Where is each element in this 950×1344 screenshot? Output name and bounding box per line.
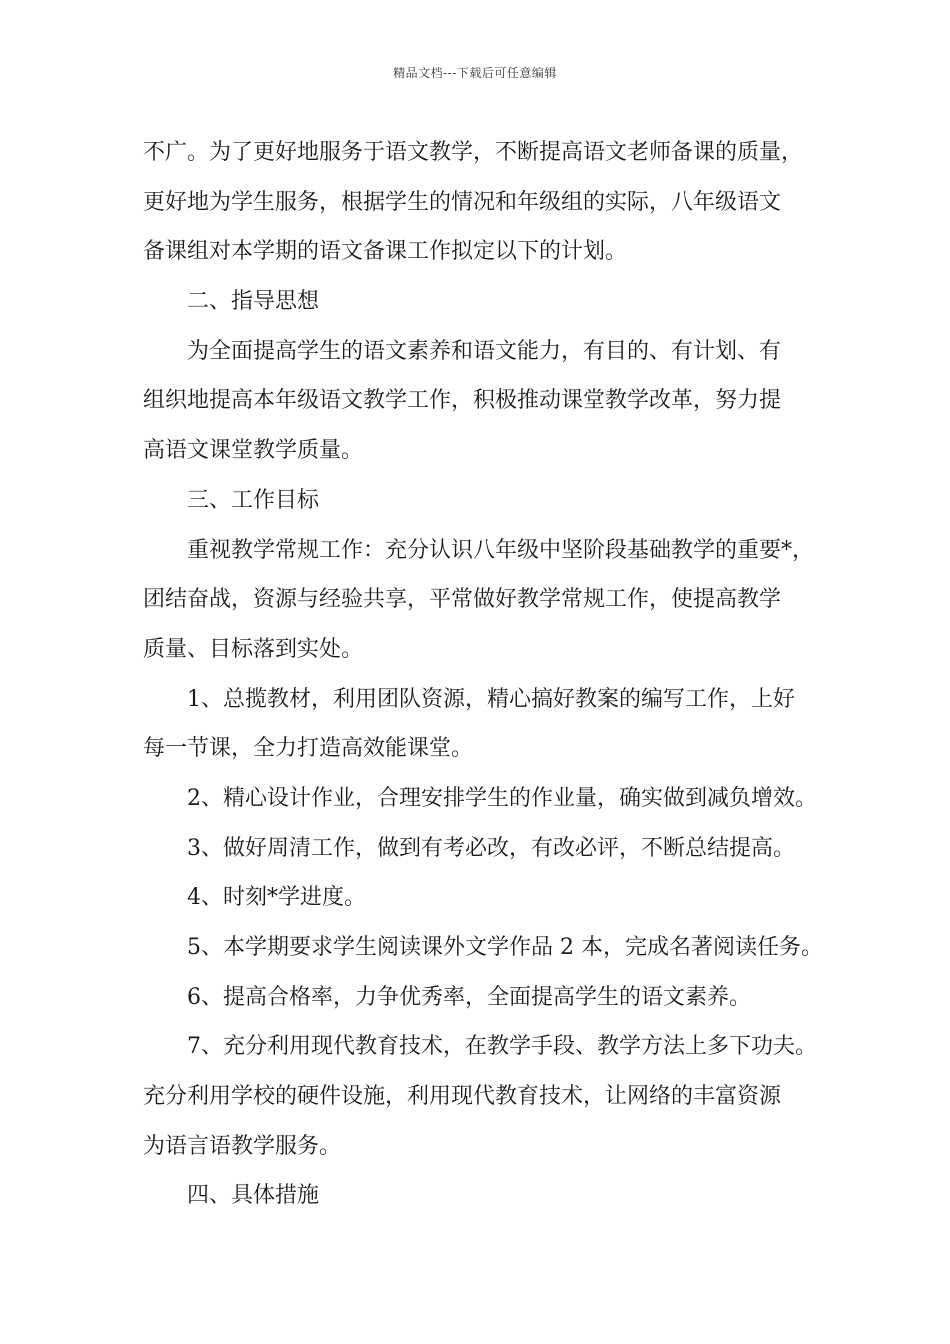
paragraph-line: 高语文课堂教学质量。 (143, 438, 364, 464)
paragraph-line: 备课组对本学期的语文备课工作拟定以下的计划。 (143, 239, 628, 265)
section-heading: 二、指导思想 (187, 289, 320, 315)
paragraph-line: 组织地提高本年级语文教学工作，积极推动课堂教学改革，努力提 (143, 388, 782, 414)
list-item: 2、精心设计作业，合理安排学生的作业量，确实做到减负增效。 (187, 785, 817, 811)
document-body (143, 128, 833, 1221)
list-item: 1、总揽教材，利用团队资源，精心搞好教案的编写工作，上好 (187, 686, 795, 712)
paragraph-line: 不广。为了更好地服务于语文教学，不断提高语文老师备课的质量， (143, 140, 804, 165)
section-heading: 三、工作目标 (187, 487, 320, 513)
list-item: 4、时刻*学进度。 (187, 885, 366, 911)
paragraph-line: 质量、目标落到实处。 (143, 636, 364, 662)
paragraph-line: 每一节课，全力打造高效能课堂。 (143, 736, 474, 762)
paragraph-line: 团结奋战，资源与经验共享，平常做好教学常规工作，使提高教学 (143, 587, 782, 613)
list-item: 7、充分利用现代教育技术，在教学手段、教学方法上多下功夫。 (187, 1034, 817, 1060)
list-item: 6、提高合格率，力争优秀率，全面提高学生的语文素养。 (187, 984, 751, 1010)
paragraph-line: 充分利用学校的硬件设施，利用现代教育技术，让网络的丰富资源 (143, 1084, 782, 1110)
list-item: 5、本学期要求学生阅读课外文学作品 2 本，完成名著阅读任务。 (187, 935, 823, 960)
paragraph-line: 为全面提高学生的语文素养和语文能力，有目的、有计划、有 (187, 338, 782, 364)
page-header: 精品文档---下载后可任意编辑 (393, 66, 557, 80)
paragraph-line: 更好地为学生服务，根据学生的情况和年级组的实际，八年级语文 (143, 189, 782, 215)
list-item: 3、做好周清工作，做到有考必改，有改必评，不断总结提高。 (187, 835, 795, 861)
paragraph-line: 重视教学常规工作：充分认识八年级中坚阶段基础教学的重要*， (187, 537, 815, 563)
paragraph-line: 为语言语教学服务。 (143, 1133, 342, 1159)
section-heading: 四、具体措施 (187, 1183, 320, 1209)
